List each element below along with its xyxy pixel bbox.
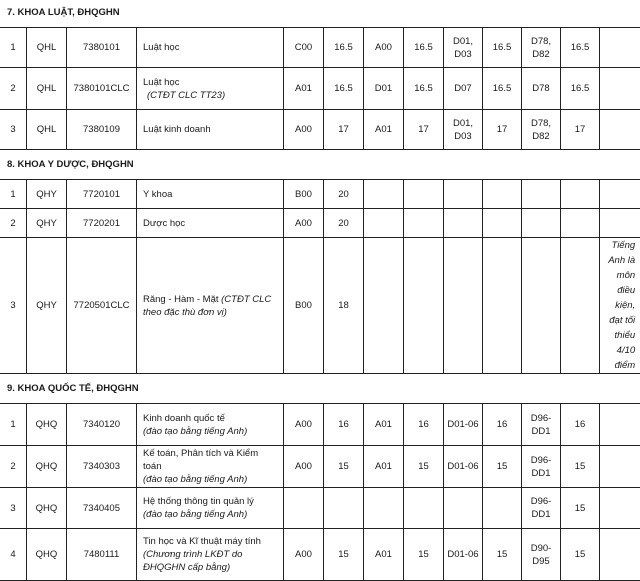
table-row xyxy=(0,404,640,446)
combo-2: D01 xyxy=(364,68,404,110)
major-code: 7340405 xyxy=(67,488,137,529)
combo-3-line2: D03 xyxy=(444,48,482,61)
score-3: 16.5 xyxy=(483,68,522,110)
combo-4-line2: DD1 xyxy=(522,467,560,480)
major-code: 7720501CLC xyxy=(67,238,137,374)
combo-4-line2: D82 xyxy=(522,48,560,61)
combo-1: A00 xyxy=(284,209,324,238)
school-code: QHY xyxy=(27,180,67,209)
combo-1: A01 xyxy=(284,68,324,110)
section-title: 7. KHOA LUẬT, ĐHQGHN xyxy=(0,0,640,28)
score-3: 16 xyxy=(483,404,522,446)
score-2: 15 xyxy=(404,446,444,488)
score-2: 16.5 xyxy=(404,28,444,68)
score-4: 17 xyxy=(561,110,600,150)
combo-1: A00 xyxy=(284,404,324,446)
row-number: 2 xyxy=(0,209,27,238)
score-1: 16 xyxy=(324,404,364,446)
section-header-row xyxy=(0,374,640,404)
combo-4 xyxy=(522,28,561,68)
combo-3-line1: D01-06 xyxy=(444,460,482,473)
major-code: 7380109 xyxy=(67,110,137,150)
score-2: 16 xyxy=(404,404,444,446)
note-cell: Tiếng Anh là môn điều kiện, đạt tối thiểu 4/10 điểm xyxy=(600,238,640,374)
major-code: 7480111 xyxy=(67,529,137,581)
note-cell xyxy=(600,110,640,150)
major-name-cell xyxy=(137,68,284,110)
score-3 xyxy=(483,180,522,209)
combo-1: B00 xyxy=(284,238,324,374)
note-cell xyxy=(600,404,640,446)
score-4 xyxy=(561,180,600,209)
combo-4-line1: D90- xyxy=(522,542,560,555)
combo-3 xyxy=(444,446,483,488)
table-row xyxy=(0,488,640,529)
score-4: 16.5 xyxy=(561,28,600,68)
combo-3-line2: D03 xyxy=(444,130,482,143)
major-note: (đào tạo bằng tiếng Anh) xyxy=(143,473,279,486)
table-row xyxy=(0,180,640,209)
combo-4 xyxy=(522,446,561,488)
score-2: 17 xyxy=(404,110,444,150)
school-code: QHQ xyxy=(27,529,67,581)
table-row xyxy=(0,28,640,68)
note-cell xyxy=(600,28,640,68)
combo-2: A01 xyxy=(364,446,404,488)
section-title: 9. KHOA QUỐC TẾ, ĐHQGHN xyxy=(0,374,640,404)
combo-3-line1: D01, xyxy=(444,35,482,48)
combo-3-line1: D01-06 xyxy=(444,418,482,431)
school-code: QHQ xyxy=(27,404,67,446)
row-number: 1 xyxy=(0,404,27,446)
combo-2: A01 xyxy=(364,404,404,446)
row-number: 3 xyxy=(0,110,27,150)
combo-3-line1: D01, xyxy=(444,117,482,130)
combo-3 xyxy=(444,110,483,150)
major-code: 7720101 xyxy=(67,180,137,209)
combo-4 xyxy=(522,180,561,209)
score-4: 15 xyxy=(561,529,600,581)
combo-2 xyxy=(364,488,404,529)
combo-4 xyxy=(522,238,561,374)
major-name-cell xyxy=(137,28,284,68)
score-1: 20 xyxy=(324,209,364,238)
combo-3 xyxy=(444,180,483,209)
score-2 xyxy=(404,238,444,374)
combo-3 xyxy=(444,238,483,374)
score-3: 17 xyxy=(483,110,522,150)
combo-4-line2: DD1 xyxy=(522,425,560,438)
major-note: (đào tạo bằng tiếng Anh) xyxy=(143,425,279,438)
school-code: QHY xyxy=(27,209,67,238)
table-row xyxy=(0,209,640,238)
combo-3-line1: D01-06 xyxy=(444,548,482,561)
combo-2 xyxy=(364,180,404,209)
major-name: Kế toán, Phân tích và Kiểm toán xyxy=(143,448,258,472)
combo-4 xyxy=(522,68,561,110)
combo-2 xyxy=(364,209,404,238)
note-cell xyxy=(600,68,640,110)
major-note: (CTĐT CLC theo đặc thù đơn vị) xyxy=(143,294,271,318)
major-name-cell xyxy=(137,488,284,529)
score-2 xyxy=(404,488,444,529)
score-2: 15 xyxy=(404,529,444,581)
row-number: 3 xyxy=(0,488,27,529)
major-note: (CTĐT CLC TT23) xyxy=(143,89,279,102)
major-name: Luật học xyxy=(143,42,179,53)
score-4: 16 xyxy=(561,404,600,446)
score-1: 15 xyxy=(324,446,364,488)
combo-1 xyxy=(284,488,324,529)
score-1: 16.5 xyxy=(324,68,364,110)
score-1: 16.5 xyxy=(324,28,364,68)
score-3: 16.5 xyxy=(483,28,522,68)
note-cell xyxy=(600,209,640,238)
score-4 xyxy=(561,209,600,238)
combo-2: A01 xyxy=(364,110,404,150)
major-name: Răng - Hàm - Mặt xyxy=(143,294,219,305)
combo-4-line2: D95 xyxy=(522,555,560,568)
major-note: (đào tạo bằng tiếng Anh) xyxy=(143,508,279,521)
major-name-cell xyxy=(137,446,284,488)
score-1: 17 xyxy=(324,110,364,150)
score-1: 18 xyxy=(324,238,364,374)
table-row xyxy=(0,238,640,374)
combo-2: A00 xyxy=(364,28,404,68)
major-name: Luật học xyxy=(143,77,179,88)
major-name: Luật kinh doanh xyxy=(143,124,211,135)
major-name: Kinh doanh quốc tế xyxy=(143,413,225,424)
major-name: Hệ thống thông tin quản lý xyxy=(143,496,254,507)
combo-3 xyxy=(444,488,483,529)
score-1: 15 xyxy=(324,529,364,581)
combo-4 xyxy=(522,110,561,150)
score-4 xyxy=(561,238,600,374)
combo-3 xyxy=(444,404,483,446)
row-number: 2 xyxy=(0,446,27,488)
combo-4-line1: D96- xyxy=(522,412,560,425)
score-4: 15 xyxy=(561,488,600,529)
combo-3 xyxy=(444,68,483,110)
school-code: QHL xyxy=(27,110,67,150)
row-number: 1 xyxy=(0,180,27,209)
combo-1: A00 xyxy=(284,529,324,581)
school-code: QHY xyxy=(27,238,67,374)
major-name-cell xyxy=(137,110,284,150)
note-cell xyxy=(600,488,640,529)
score-4: 16.5 xyxy=(561,68,600,110)
major-code: 7340303 xyxy=(67,446,137,488)
major-code: 7380101 xyxy=(67,28,137,68)
combo-4-line2: DD1 xyxy=(522,508,560,521)
table-row xyxy=(0,68,640,110)
note-cell xyxy=(600,446,640,488)
major-code: 7380101CLC xyxy=(67,68,137,110)
school-code: QHQ xyxy=(27,446,67,488)
score-1: 20 xyxy=(324,180,364,209)
section-header-row xyxy=(0,150,640,180)
note-cell xyxy=(600,180,640,209)
score-4: 15 xyxy=(561,446,600,488)
score-2 xyxy=(404,209,444,238)
major-name: Y khoa xyxy=(143,189,172,200)
score-3 xyxy=(483,238,522,374)
combo-4-line1: D78 xyxy=(522,82,560,95)
note-cell xyxy=(600,529,640,581)
score-3: 15 xyxy=(483,529,522,581)
row-number: 4 xyxy=(0,529,27,581)
combo-2: A01 xyxy=(364,529,404,581)
major-name-cell xyxy=(137,180,284,209)
school-code: QHL xyxy=(27,68,67,110)
combo-4-line2: D82 xyxy=(522,130,560,143)
combo-2 xyxy=(364,238,404,374)
combo-3 xyxy=(444,209,483,238)
row-number: 3 xyxy=(0,238,27,374)
combo-4 xyxy=(522,488,561,529)
combo-3 xyxy=(444,529,483,581)
major-name-cell xyxy=(137,238,284,374)
score-3 xyxy=(483,488,522,529)
major-code: 7720201 xyxy=(67,209,137,238)
combo-4 xyxy=(522,529,561,581)
row-number: 1 xyxy=(0,28,27,68)
combo-1: B00 xyxy=(284,180,324,209)
score-2 xyxy=(404,180,444,209)
combo-4 xyxy=(522,209,561,238)
major-name-cell xyxy=(137,404,284,446)
combo-1: A00 xyxy=(284,446,324,488)
major-name: Tin học và Kĩ thuật máy tính xyxy=(143,536,261,547)
combo-4 xyxy=(522,404,561,446)
school-code: QHL xyxy=(27,28,67,68)
major-note: (Chương trình LKĐT do ĐHQGHN cấp bằng) xyxy=(143,548,279,574)
combo-1: A00 xyxy=(284,110,324,150)
score-2: 16.5 xyxy=(404,68,444,110)
combo-1: C00 xyxy=(284,28,324,68)
school-code: QHQ xyxy=(27,488,67,529)
table-row xyxy=(0,446,640,488)
table-row xyxy=(0,529,640,581)
combo-4-line1: D78, xyxy=(522,117,560,130)
score-1 xyxy=(324,488,364,529)
major-code: 7340120 xyxy=(67,404,137,446)
major-name-cell xyxy=(137,209,284,238)
table-row xyxy=(0,110,640,150)
section-title: 8. KHOA Y DƯỢC, ĐHQGHN xyxy=(0,150,640,180)
combo-4-line1: D96- xyxy=(522,495,560,508)
score-3: 15 xyxy=(483,446,522,488)
combo-4-line1: D96- xyxy=(522,454,560,467)
row-number: 2 xyxy=(0,68,27,110)
combo-4-line1: D78, xyxy=(522,35,560,48)
combo-3 xyxy=(444,28,483,68)
major-name: Dược học xyxy=(143,218,185,229)
major-name-cell xyxy=(137,529,284,581)
combo-3-line1: D07 xyxy=(444,82,482,95)
score-3 xyxy=(483,209,522,238)
section-header-row xyxy=(0,0,640,28)
